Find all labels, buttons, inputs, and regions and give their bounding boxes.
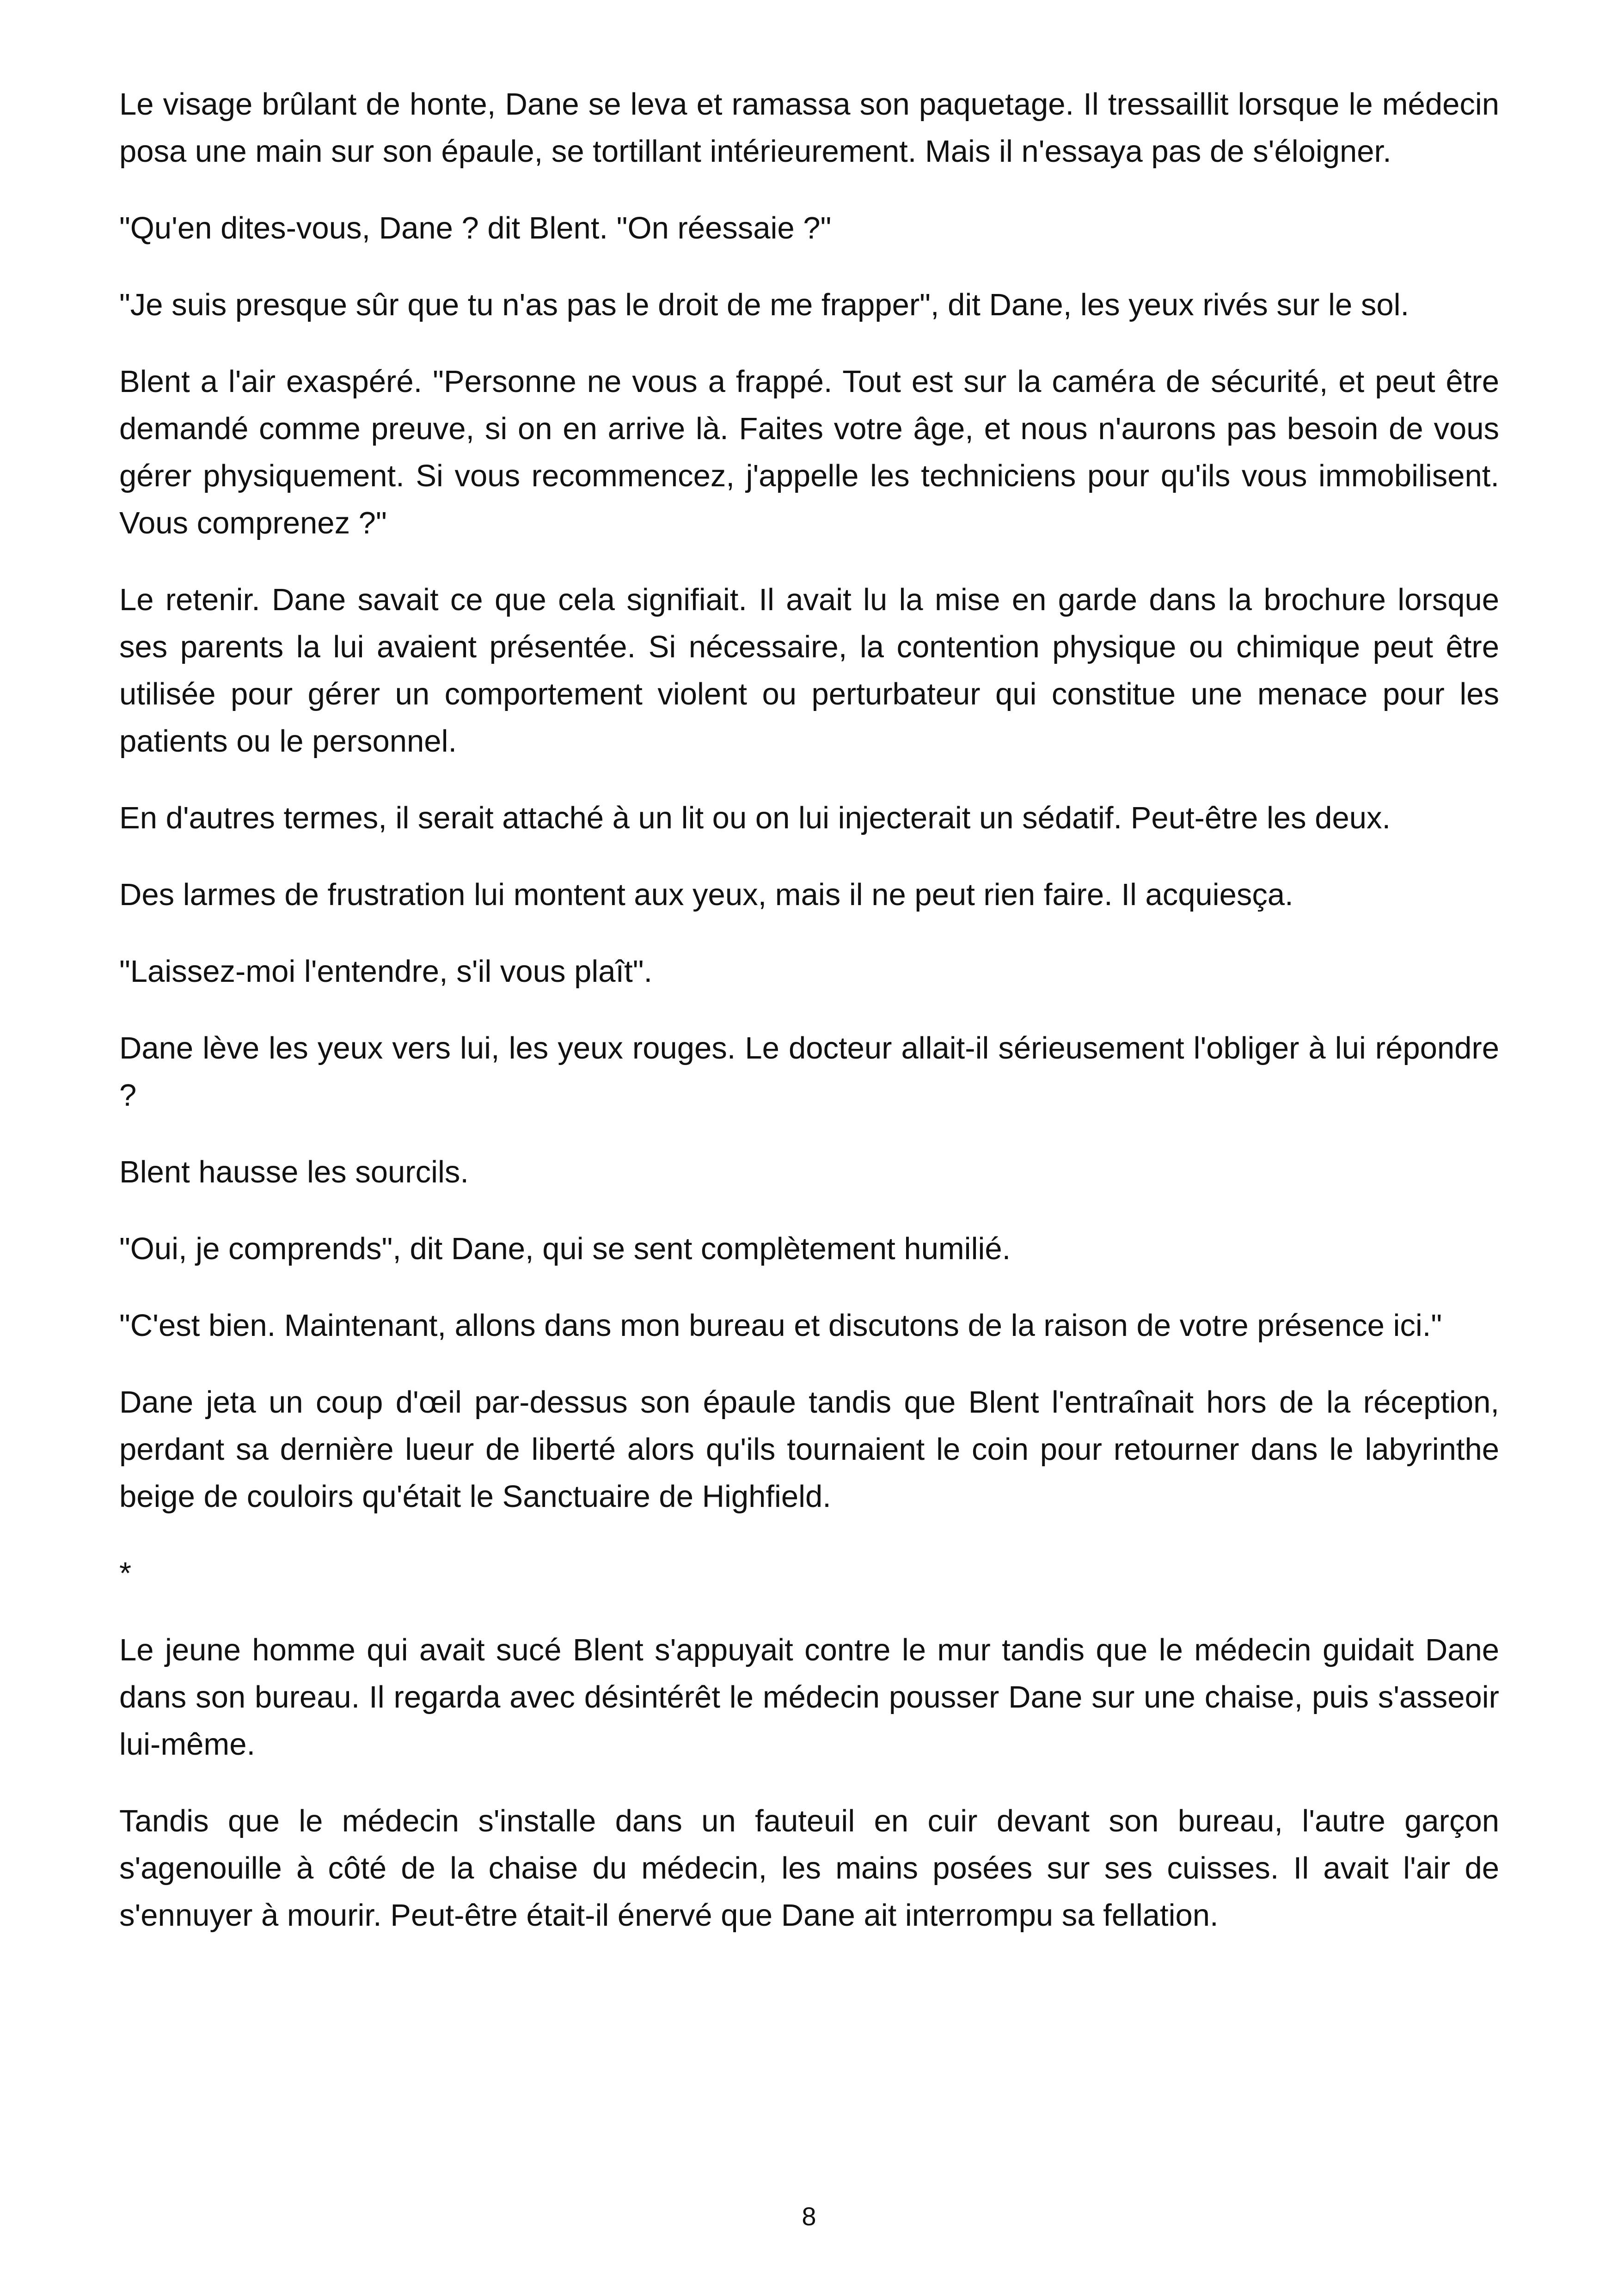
paragraph-15: Tandis que le médecin s'installe dans un fauteuil en cuir devant son bureau, l'autre garçon s'agenouille à côté de la chaise du médecin, les mains posées sur ses cuisses. Il avait l'air de s'ennuyer à mourir. Peut-être était-il énervé que Dane ait interrompu sa fellation. — [119, 1804, 1499, 1933]
page-number: 8 — [802, 2202, 816, 2231]
paragraph-1: Le visage brûlant de honte, Dane se leva et ramassa son paquetage. Il tressaillit lorsque le médecin posa une main sur son épaule, se tortillant intérieurement. Mais il n'essaya pas de s'éloigner. — [119, 87, 1499, 169]
paragraph-10: Blent hausse les sourcils. — [119, 1155, 469, 1189]
document-page — [119, 81, 1499, 1969]
paragraph-8: "Laissez-moi l'entendre, s'il vous plaît". — [119, 954, 653, 989]
paragraph-14: Le jeune homme qui avait sucé Blent s'appuyait contre le mur tandis que le médecin guidait Dane dans son bureau. Il regarda avec désintérêt le médecin pousser Dane sur une chaise, puis s'asseoir lui-même. — [119, 1633, 1499, 1762]
paragraph-12: "C'est bien. Maintenant, allons dans mon bureau et discutons de la raison de votre présence ici." — [119, 1308, 1442, 1343]
paragraph-3: "Je suis presque sûr que tu n'as pas le droit de me frapper", dit Dane, les yeux rivés sur le sol. — [119, 288, 1410, 322]
paragraph-4: Blent a l'air exaspéré. "Personne ne vous a frappé. Tout est sur la caméra de sécurité, et peut être demandé comme preuve, si on en arrive là. Faites votre âge, et nous n'aurons pas besoin de vous gérer physiquement. Si vous recommencez, j'appelle les techniciens pour qu'ils vous immobilisent. Vous comprenez ?" — [119, 364, 1499, 540]
paragraph-7: Des larmes de frustration lui montent aux yeux, mais il ne peut rien faire. Il acquiesça. — [119, 877, 1293, 912]
paragraph-11: "Oui, je comprends", dit Dane, qui se sent complètement humilié. — [119, 1231, 1011, 1266]
paragraph-6: En d'autres termes, il serait attaché à un lit ou on lui injecterait un sédatif. Peut-être les deux. — [119, 801, 1391, 835]
paragraph-13: Dane jeta un coup d'œil par-dessus son épaule tandis que Blent l'entraînait hors de la réception, perdant sa dernière lueur de liberté alors qu'ils tournaient le coin pour retourner dans le labyrinthe beige de couloirs qu'était le Sanctuaire de Highfield. — [119, 1385, 1499, 1514]
paragraph-5: Le retenir. Dane savait ce que cela signifiait. Il avait lu la mise en garde dans la brochure lorsque ses parents la lui avaient présentée. Si nécessaire, la contention physique ou chimique peut être utilisée pour gérer un comportement violent ou perturbateur qui constitue une menace pour les patients ou le personnel. — [119, 582, 1499, 759]
section-separator: * — [119, 1556, 132, 1591]
paragraph-2: "Qu'en dites-vous, Dane ? dit Blent. "On réessaie ?" — [119, 211, 832, 245]
paragraph-9: Dane lève les yeux vers lui, les yeux rouges. Le docteur allait-il sérieusement l'obliger à lui répondre ? — [119, 1031, 1499, 1113]
